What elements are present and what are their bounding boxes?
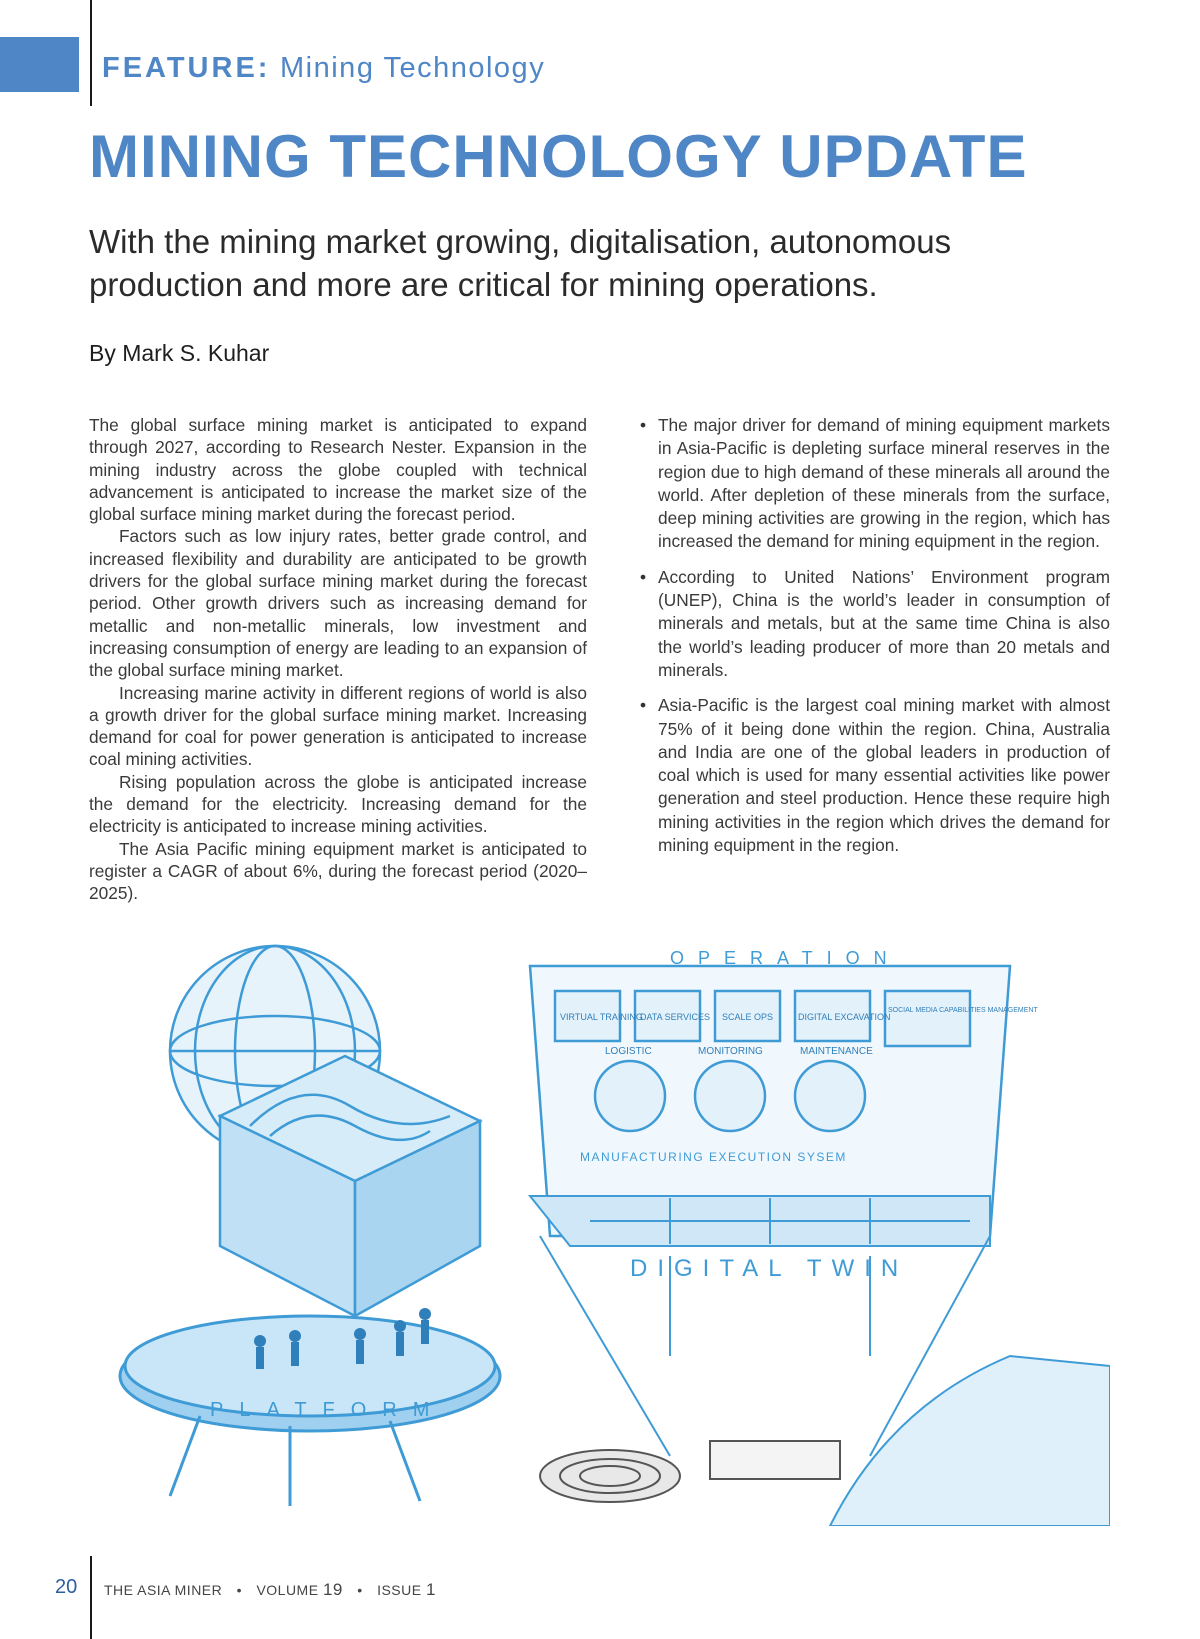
box-label: SCALE OPS (722, 1012, 774, 1022)
body-paragraph: Increasing marine activity in different regions of world is also a growth driver for the global surface mining market. Increasing demand for coal for power generation is anticipated to increase coal mining activities. (89, 682, 587, 770)
issue-number: 1 (425, 1580, 436, 1599)
kicker-label: FEATURE: (102, 52, 271, 84)
operation-label: OPERATION (670, 948, 901, 968)
circle-labels (605, 1046, 873, 1057)
circle-label: MAINTENANCE (800, 1046, 873, 1057)
mine-pit-sketch (540, 1441, 840, 1502)
body-column-right (640, 414, 1110, 869)
section-color-block (0, 37, 79, 92)
publication-info (104, 1580, 436, 1600)
bullet-item: • Asia-Pacific is the largest coal mining market with almost 75% of it being done within the region. China, Australia and India are one of the global leaders in production of coal which is used for many essential activities like power generation and steel production. Hence these require high mining activities in the region which drives the demand for mining equipment in the region. (640, 694, 1110, 857)
circle-label: LOGISTIC (605, 1046, 652, 1057)
body-column-left (89, 414, 587, 905)
box-label: SOCIAL MEDIA CAPABILITIES MANAGEMENT (888, 1007, 1038, 1014)
article-standfirst: With the mining market growing, digitalisation, autonomous production and more are critical for mining operations. (89, 223, 952, 303)
volume-label: VOLUME (256, 1582, 319, 1598)
digital-twin-illustration (110, 936, 1110, 1526)
bullet-list (640, 414, 1110, 857)
issue-label: ISSUE (377, 1582, 422, 1598)
page-number: 20 (55, 1576, 78, 1598)
body-paragraph: The global surface mining market is anticipated to expand through 2027, according to Research Nester. Expansion in the mining industry across the globe coupled with technical advancement is anticipated to increase the market size of the global surface mining market during the forecast period. (89, 415, 587, 525)
separator-dot: • (357, 1582, 363, 1598)
bullet-item: • The major driver for demand of mining equipment markets in Asia-Pacific is depleting surface mineral reserves in the region due to high demand of these minerals all around the world. After depletion of these minerals from the surface, deep mining activities are growing in the region, which has increased the demand for mining equipment in the region. (640, 414, 1110, 554)
mes-label: MANUFACTURING EXECUTION SYSEM (580, 1150, 847, 1164)
digital-twin-base-sketch (530, 1196, 990, 1246)
box-label: VIRTUAL TRAINING (560, 1012, 643, 1022)
kicker-topic: Mining Technology (280, 52, 546, 84)
body-paragraph: Factors such as low injury rates, better grade control, and increased flexibility and durability are anticipated to be growth drivers for the global surface mining market during the forecast period. Other growth drivers such as increasing demand for metallic and non-metallic minerals, low investment and increasing consumption of energy are leading to an expansion of the global surface mining market. (89, 526, 587, 681)
platform-label: PLATFORM (210, 1399, 446, 1421)
article-headline: MINING TECHNOLOGY UPDATE (89, 123, 1028, 190)
volume-number: 19 (322, 1580, 343, 1599)
page-footer (0, 1576, 1200, 1616)
publication-name: THE ASIA MINER (104, 1582, 223, 1598)
header-rule (90, 0, 92, 106)
circle-label: MONITORING (698, 1046, 763, 1057)
coastline-sketch (830, 1356, 1110, 1526)
bullet-item: • According to United Nations’ Environment program (UNEP), China is the world’s leader in consumption of minerals and metals, but at the same time China is also the world’s leading producer of more than 20 metals and minerals. (640, 566, 1110, 682)
body-paragraph: The Asia Pacific mining equipment market is anticipated to register a CAGR of about 6%, during the forecast period (2020–2025). (89, 838, 587, 904)
box-label: DIGITAL EXCAVATION (798, 1012, 891, 1022)
digital-twin-label: DIGITAL TWIN (630, 1255, 909, 1282)
separator-dot: • (236, 1582, 243, 1598)
operation-boxes-labels (560, 1012, 891, 1022)
body-paragraph: Rising population across the globe is anticipated increase the demand for the electricity. Increasing demand for the electricity is anticipated to increase mining activities. (89, 771, 587, 837)
section-kicker (102, 52, 545, 85)
article-byline: By Mark S. Kuhar (89, 340, 270, 366)
box-label: DATA SERVICES (640, 1012, 711, 1022)
